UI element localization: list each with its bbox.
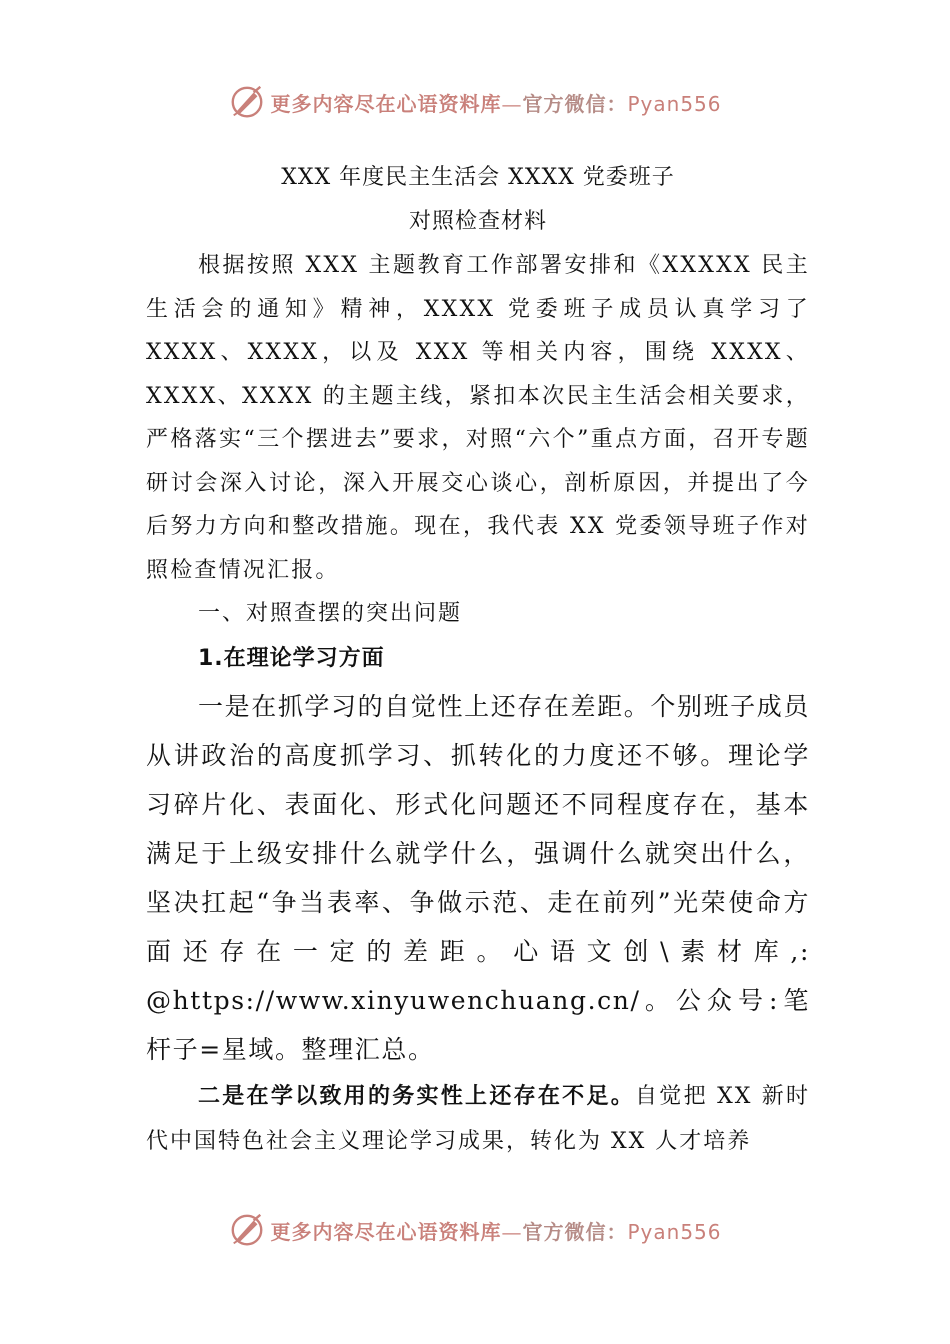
paragraph-lead-rest: 自觉把 XX 新时代中国特色社会主义理论学习成果，转化为 XX 人才培养 [146, 1083, 810, 1154]
section-heading: 一、对照查摆的突出问题 [198, 601, 463, 626]
paragraph-application [146, 1074, 810, 1164]
quill-logo-icon [228, 83, 266, 121]
watermark-text: 更多内容尽在心语资料库—官方微信：Pyan556 [270, 91, 722, 116]
paragraph-lead-bold: 二是在学以致用的务实性上还存在不足。 [198, 1083, 636, 1109]
watermark-banner-bottom [0, 1208, 950, 1252]
document-body [146, 156, 810, 1164]
document-title-line1: XXX 年度民主生活会 XXXX 党委班子 [281, 165, 675, 190]
watermark-text: 更多内容尽在心语资料库—官方微信：Pyan556 [270, 1219, 722, 1244]
intro-paragraph: 根据按照 XXX 主题教育工作部署安排和《XXXXX 民主生活会的通知》精神，XXXX 党委班子成员认真学习了 XXXX、XXXX，以及 XXX 等相关内容，围绕 XXXX、XXXX、XXXX 的主题主线，紧扣本次民主生活会相关要求，严格落实“三个摆进去”要求，对照“六个”重点方面，召开专题研讨会深入讨论，深入开展交心谈心，剖析原因，并提出了今后努力方向和整改措施。现在，我代表 XX 党委领导班子作对照检查情况汇报。 [146, 253, 810, 583]
quill-logo-icon [228, 1211, 266, 1249]
document-title-line2: 对照检查材料 [408, 209, 547, 234]
watermark-banner-top [0, 80, 950, 124]
subsection-heading: 1.在理论学习方面 [198, 645, 385, 671]
paragraph-theory-study: 一是在抓学习的自觉性上还存在差距。个别班子成员从讲政治的高度抓学习、抓转化的力度还不够。理论学习碎片化、表面化、形式化问题还不同程度存在，基本满足于上级安排什么就学什么，强调什么就突出什么，坚决扛起“争当表率、争做示范、走在前列”光荣使命方面还存在一定的差距。心语文创\素材库,: @https://www.xinyuwenchuang.cn/。公众号:笔杆子=星域。整理汇总。 [146, 691, 810, 1064]
